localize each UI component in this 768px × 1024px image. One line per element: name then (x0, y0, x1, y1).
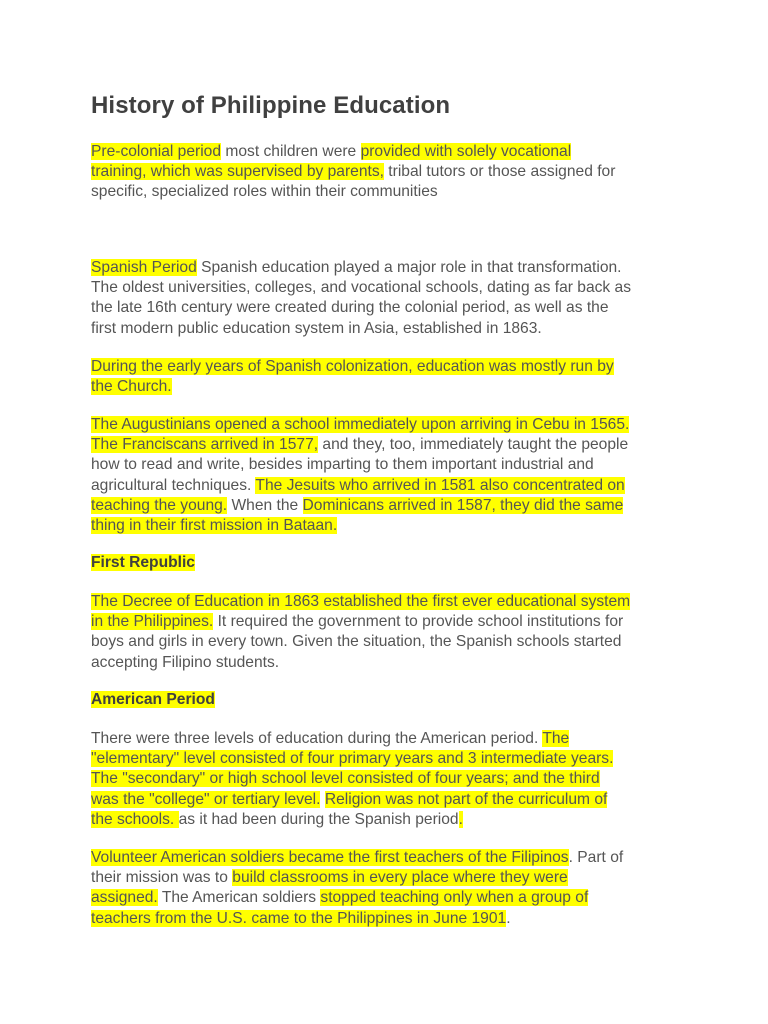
text-line (91, 612, 691, 632)
text-line (91, 909, 691, 929)
highlight: thing in their first mission in Bataan. (91, 517, 338, 535)
text-line (91, 298, 691, 318)
page-title: History of Philippine Education (91, 92, 451, 119)
spanish-period-paragraph (91, 258, 691, 339)
text-span: . (506, 909, 511, 927)
highlight: The (542, 730, 570, 747)
text-span: tribal tutors or those assigned for (383, 163, 616, 181)
text-span: The American soldiers (157, 889, 321, 907)
highlight: . (458, 810, 463, 828)
highlight: assigned. (91, 889, 158, 907)
text-span: the late 16th century were created during the colonial period, as well as the (91, 299, 609, 317)
highlight: training, which was supervised by parents, (91, 163, 384, 181)
text-span: Spanish education played a major role in that transformation. (196, 259, 622, 276)
text-line (91, 496, 691, 516)
section-heading-american-period (91, 690, 215, 710)
highlight: provided with solely vocational (360, 143, 572, 160)
text-span: specific, specialized roles within their communities (91, 183, 438, 201)
text-line (91, 592, 691, 612)
text-span: When the (227, 496, 303, 514)
text-span: agricultural techniques. (91, 476, 256, 494)
highlight: The "secondary" or high school level consisted of four years; and the third (91, 770, 600, 788)
text-span: as it had been during the Spanish period (178, 810, 459, 828)
text-line (91, 258, 691, 278)
text-line (91, 516, 691, 536)
text-line (91, 888, 691, 908)
text-line (91, 142, 691, 162)
highlight: teachers from the U.S. came to the Philippines in June 1901 (91, 909, 507, 927)
first-republic-paragraph (91, 592, 691, 673)
highlight: Religion was not part of the curriculum of (324, 790, 608, 808)
text-span: accepting Filipino students. (91, 653, 280, 671)
text-span: how to read and write, besides imparting to them important industrial and (91, 456, 594, 474)
text-line (91, 810, 691, 830)
volunteers-paragraph (91, 848, 691, 929)
highlight: The Jesuits who arrived in 1581 also concentrated on (255, 476, 625, 494)
text-line (91, 848, 691, 868)
text-span: There were three levels of education during the American period. (91, 730, 543, 747)
highlight: Pre-colonial period (91, 143, 222, 160)
text-span: . Part of (568, 849, 624, 866)
highlight: The Augustinians opened a school immediately upon arriving in Cebu in 1565. (91, 416, 630, 433)
text-line (91, 729, 691, 749)
text-span: It required the government to provide school institutions for (213, 613, 624, 631)
text-line (91, 415, 691, 435)
highlight: "elementary" level consisted of four primary years and 3 intermediate years. (91, 750, 614, 768)
highlight: The Decree of Education in 1863 established the first ever educational system (91, 593, 631, 610)
section-heading-first-republic (91, 553, 195, 573)
text-line (91, 476, 691, 496)
highlight: the Church. (91, 378, 172, 396)
highlight: teaching the young. (91, 496, 228, 514)
precolonial-paragraph (91, 142, 691, 203)
highlight: stopped teaching only when a group of (320, 889, 589, 907)
highlight: The Franciscans arrived in 1577, (91, 436, 319, 454)
text-span: and they, too, immediately taught the people (318, 436, 629, 454)
text-line (91, 769, 691, 789)
highlight: Spanish Period (91, 259, 197, 276)
text-line (91, 790, 691, 810)
text-line (91, 749, 691, 769)
text-line (91, 377, 691, 397)
highlight: Dominicans arrived in 1587, they did the same (302, 496, 624, 514)
text-line (91, 319, 691, 339)
highlight: in the Philippines. (91, 613, 214, 631)
religious-orders-paragraph (91, 415, 691, 536)
church-paragraph (91, 357, 691, 397)
text-span: boys and girls in every town. Given the situation, the Spanish schools started (91, 633, 622, 651)
text-line (91, 632, 691, 652)
text-line (91, 653, 691, 673)
text-line (91, 162, 691, 182)
american-period-paragraph (91, 729, 691, 830)
text-line (91, 278, 691, 298)
highlight: was the "college" or tertiary level. (91, 790, 321, 808)
text-line (91, 357, 691, 377)
text-line (91, 182, 691, 202)
highlight: During the early years of Spanish colonization, education was mostly run by (91, 358, 614, 375)
text-span: their mission was to (91, 869, 233, 887)
highlight: First Republic (91, 554, 195, 571)
highlight: American Period (91, 691, 215, 708)
highlight: build classrooms in every place where they were (232, 869, 568, 887)
text-line (91, 868, 691, 888)
text-line (91, 455, 691, 475)
text-span: The oldest universities, colleges, and vocational schools, dating as far back as (91, 279, 632, 297)
text-span: first modern public education system in Asia, established in 1863. (91, 319, 542, 337)
text-span: most children were (221, 143, 361, 160)
text-line (91, 435, 691, 455)
highlight: the schools. (91, 810, 179, 828)
highlight: Volunteer American soldiers became the first teachers of the Filipinos (91, 849, 569, 866)
